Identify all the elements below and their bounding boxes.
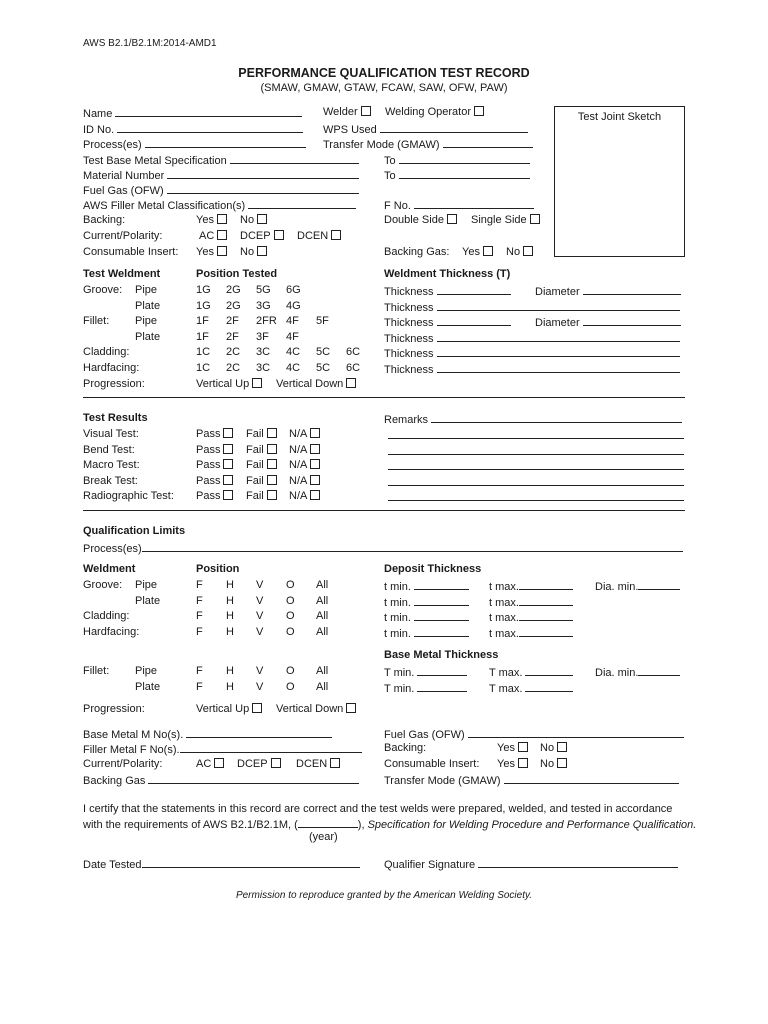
position-option[interactable]: F (196, 610, 203, 622)
progression-vertical-down[interactable]: Vertical Down (276, 378, 356, 391)
remarks-line (388, 490, 684, 505)
thickness-row: Thickness (384, 346, 680, 361)
checkbox[interactable] (361, 106, 371, 116)
t-max-field[interactable] (519, 626, 573, 637)
position-option[interactable]: All (316, 595, 329, 607)
limits-backing-yes[interactable]: Yes (497, 742, 528, 755)
position-code[interactable]: 2C (226, 362, 241, 374)
dia-min-row: Dia. min. (595, 665, 680, 680)
weldment-thickness-heading: Weldment Thickness (T) (384, 268, 511, 280)
test-label: Macro Test: (83, 459, 140, 471)
to-field[interactable] (399, 168, 530, 179)
thickness-field[interactable] (437, 284, 511, 295)
groove-label: Groove: (83, 284, 123, 296)
T-max-row: T max. (489, 665, 573, 680)
backing-gas-no[interactable]: No (506, 246, 533, 259)
remarks-field[interactable] (388, 444, 684, 455)
backing-label: Backing: (83, 214, 126, 226)
position-code[interactable]: 1G (196, 284, 211, 296)
fillet-pipe-label: Pipe (135, 665, 158, 677)
checkbox[interactable] (214, 758, 224, 768)
test-base-metal-row: Test Base Metal Specification (83, 153, 359, 168)
thickness-row: Thickness (384, 315, 511, 330)
qualification-limits-heading: Qualification Limits (83, 525, 186, 537)
thickness-row: Thickness (384, 300, 680, 315)
processes-row: Process(es) (83, 137, 306, 152)
checkbox[interactable] (252, 378, 262, 388)
checkbox[interactable] (346, 378, 356, 388)
deposit-thickness-heading: Deposit Thickness (384, 563, 482, 575)
limits-polarity-ac[interactable]: AC (196, 758, 224, 771)
position-option[interactable]: All (316, 579, 329, 591)
checkbox[interactable] (557, 758, 567, 768)
fillet-label: Fillet: (83, 665, 110, 677)
pass-option[interactable]: Pass (196, 428, 233, 441)
position-code[interactable]: 4C (286, 362, 301, 374)
to-field[interactable] (399, 153, 530, 164)
position-option[interactable]: O (286, 681, 295, 693)
base-metal-thickness-heading: Base Metal Thickness (384, 649, 499, 661)
position-option[interactable]: F (196, 665, 203, 677)
position-option[interactable]: O (286, 595, 295, 607)
position-code[interactable]: 1G (196, 300, 211, 312)
processes-field[interactable] (145, 137, 306, 148)
filler-class-row: AWS Filler Metal Classification(s) (83, 198, 356, 213)
test-results-heading: Test Results (83, 412, 148, 424)
position-option[interactable]: F (196, 579, 203, 591)
position-code[interactable]: 4C (286, 346, 301, 358)
progression-vertical-up[interactable]: Vertical Up (196, 378, 262, 391)
position-code[interactable]: 5G (256, 284, 271, 296)
section-divider (83, 510, 685, 511)
checkbox[interactable] (331, 230, 341, 240)
remarks-field[interactable] (388, 459, 684, 470)
checkbox[interactable] (217, 214, 227, 224)
limits-processes-row: Process(es) (83, 541, 683, 556)
position-option[interactable]: O (286, 579, 295, 591)
hardfacing-label: Hardfacing: (83, 626, 140, 638)
T-max-field[interactable] (525, 681, 573, 692)
thickness-field[interactable] (437, 346, 680, 357)
remarks-line (388, 459, 684, 474)
position-option[interactable]: O (286, 665, 295, 677)
groove-plate-label: Plate (135, 300, 161, 312)
groove-plate-label: Plate (135, 595, 161, 607)
fail-option[interactable]: Fail (246, 459, 277, 472)
limits-insert-no[interactable]: No (540, 758, 567, 771)
thickness-field[interactable] (437, 331, 680, 342)
position-option[interactable]: V (256, 610, 264, 622)
position-option[interactable]: V (256, 595, 264, 607)
position-code[interactable]: 4F (286, 331, 299, 343)
t-max-field[interactable] (519, 610, 573, 621)
position-code[interactable]: 3F (256, 331, 269, 343)
T-min-row: T min. (384, 681, 467, 696)
t-max-row: t max. (489, 595, 573, 610)
filler-class-field[interactable] (248, 198, 356, 209)
position-option[interactable]: V (256, 626, 264, 638)
page-subtitle: (SMAW, GMAW, GTAW, FCAW, SAW, OFW, PAW) (260, 82, 508, 94)
section-divider (83, 397, 685, 398)
limits-backing-label: Backing: (384, 742, 427, 754)
fail-option[interactable]: Fail (246, 444, 277, 457)
fail-option[interactable]: Fail (246, 475, 277, 488)
position-code[interactable]: 2FR (256, 315, 277, 327)
position-option[interactable]: V (256, 681, 264, 693)
remarks-row: Remarks (384, 412, 682, 427)
thickness-row: Thickness (384, 331, 680, 346)
checkbox[interactable] (523, 246, 533, 256)
limits-backing-gas-field[interactable] (148, 773, 359, 784)
current-polarity-label: Current/Polarity: (83, 230, 163, 242)
checkbox[interactable] (310, 459, 320, 469)
t-min-field[interactable] (414, 595, 469, 606)
checkbox[interactable] (223, 444, 233, 454)
qualifier-signature-row: Qualifier Signature (384, 857, 678, 872)
base-metal-m-row: Base Metal M No(s). (83, 727, 332, 742)
position-code[interactable]: 5C (316, 362, 331, 374)
limits-insert-yes[interactable]: Yes (497, 758, 528, 771)
position-code[interactable]: 5F (316, 315, 329, 327)
position-code[interactable]: 3G (256, 300, 271, 312)
pass-option[interactable]: Pass (196, 459, 233, 472)
position-code[interactable]: 2C (226, 346, 241, 358)
t-min-row: t min. (384, 595, 469, 610)
test-base-metal-field[interactable] (230, 153, 359, 164)
checkbox[interactable] (223, 428, 233, 438)
double-side-option[interactable]: Double Side (384, 214, 457, 227)
checkbox[interactable] (274, 230, 284, 240)
insert-no[interactable]: No (240, 246, 267, 259)
limits-fuel-gas-row: Fuel Gas (OFW) (384, 727, 684, 742)
filler-metal-f-field[interactable] (180, 742, 362, 753)
position-option[interactable]: H (226, 626, 234, 638)
date-tested-row: Date Tested (83, 857, 360, 872)
position-code[interactable]: 1F (196, 331, 209, 343)
position-option[interactable]: O (286, 610, 295, 622)
diameter-field[interactable] (583, 315, 681, 326)
consumable-insert-label: Consumable Insert: (83, 246, 179, 258)
name-row: Name (83, 106, 302, 121)
t-min-row: t min. (384, 579, 469, 594)
remarks-line (388, 475, 684, 490)
position-option[interactable]: H (226, 665, 234, 677)
limits-progression-label: Progression: (83, 703, 145, 715)
fillet-plate-label: Plate (135, 681, 161, 693)
id-row: ID No. (83, 122, 303, 137)
position-code[interactable]: 1C (196, 362, 211, 374)
position-option[interactable]: V (256, 579, 264, 591)
checkbox[interactable] (518, 742, 528, 752)
checkbox[interactable] (310, 444, 320, 454)
limits-transfer-mode-row: Transfer Mode (GMAW) (384, 773, 679, 788)
name-field[interactable] (115, 106, 302, 117)
wps-used-row: WPS Used (323, 122, 528, 137)
checkbox[interactable] (518, 758, 528, 768)
transfer-mode-field[interactable] (443, 137, 533, 148)
sketch-label: Test Joint Sketch (577, 111, 662, 123)
limits-consumable-insert-label: Consumable Insert: (384, 758, 480, 770)
checkbox[interactable] (557, 742, 567, 752)
t-min-row: t min. (384, 626, 469, 641)
groove-label: Groove: (83, 579, 123, 591)
test-label: Radiographic Test: (83, 490, 174, 502)
to-row-2: To (384, 168, 530, 183)
test-joint-sketch-box[interactable] (554, 106, 685, 257)
insert-yes[interactable]: Yes (196, 246, 227, 259)
limits-fuel-gas-field[interactable] (468, 727, 684, 738)
qualifier-signature-field[interactable] (478, 857, 678, 868)
permission-footer: Permission to reproduce granted by the American Welding Society. (235, 890, 533, 901)
position-option[interactable]: O (286, 626, 295, 638)
base-metal-m-field[interactable] (186, 727, 332, 738)
cladding-label: Cladding: (83, 610, 130, 622)
position-option[interactable]: H (226, 610, 234, 622)
position-option[interactable]: H (226, 595, 234, 607)
position-option[interactable]: H (226, 579, 234, 591)
backing-gas-yes[interactable]: Yes (462, 246, 493, 259)
T-max-field[interactable] (525, 665, 573, 676)
certification-line-1: I certify that the statements in this record are correct and the test welds were prepared, welded, and tested in accordance (83, 803, 673, 815)
limits-current-polarity-label: Current/Polarity: (83, 758, 163, 770)
to-row-1: To (384, 153, 530, 168)
t-max-field[interactable] (519, 579, 573, 590)
f-no-field[interactable] (414, 198, 534, 209)
position-code[interactable]: 1F (196, 315, 209, 327)
wps-used-field[interactable] (380, 122, 528, 133)
checkbox[interactable] (310, 428, 320, 438)
backing-no[interactable]: No (240, 214, 267, 227)
polarity-ac[interactable]: AC (199, 230, 227, 243)
position-option[interactable]: All (316, 665, 329, 677)
weldment-heading: Weldment (83, 563, 136, 575)
t-max-row: t max. (489, 610, 573, 625)
t-max-field[interactable] (519, 595, 573, 606)
fillet-pipe-label: Pipe (135, 315, 158, 327)
limits-polarity-dcen[interactable]: DCEN (296, 758, 340, 771)
f-no-row: F No. (384, 198, 534, 213)
t-max-row: t max. (489, 626, 573, 641)
transfer-mode-row: Transfer Mode (GMAW) (323, 137, 533, 152)
checkbox[interactable] (267, 428, 277, 438)
thickness-row: Thickness (384, 362, 680, 377)
checkbox[interactable] (223, 490, 233, 500)
position-code[interactable]: 4G (286, 300, 301, 312)
checkbox[interactable] (223, 459, 233, 469)
checkbox[interactable] (346, 703, 356, 713)
na-option[interactable]: N/A (289, 475, 320, 488)
position-option[interactable]: All (316, 626, 329, 638)
backing-yes[interactable]: Yes (196, 214, 227, 227)
checkbox[interactable] (223, 475, 233, 485)
filler-metal-f-row: Filler Metal F No(s). (83, 742, 362, 757)
backing-gas-label: Backing Gas: (384, 246, 450, 258)
remarks-field[interactable] (388, 428, 684, 439)
checkbox[interactable] (252, 703, 262, 713)
T-min-field[interactable] (417, 665, 467, 676)
fuel-gas-field[interactable] (167, 183, 359, 194)
checkbox[interactable] (267, 444, 277, 454)
checkbox[interactable] (217, 246, 227, 256)
pass-option[interactable]: Pass (196, 490, 233, 503)
na-option[interactable]: N/A (289, 459, 320, 472)
position-option[interactable]: All (316, 681, 329, 693)
position-heading: Position (196, 563, 240, 575)
T-min-field[interactable] (417, 681, 467, 692)
checkbox[interactable] (267, 475, 277, 485)
checkbox[interactable] (217, 230, 227, 240)
thickness-row: Thickness (384, 284, 511, 299)
na-option[interactable]: N/A (289, 444, 320, 457)
position-code[interactable]: 3C (256, 346, 271, 358)
remarks-line (388, 428, 684, 443)
checkbox[interactable] (330, 758, 340, 768)
year-field[interactable] (298, 817, 358, 828)
checkbox[interactable] (267, 459, 277, 469)
checkbox[interactable] (310, 490, 320, 500)
t-min-field[interactable] (414, 579, 469, 590)
remarks-field[interactable] (388, 475, 684, 486)
position-option[interactable]: All (316, 610, 329, 622)
position-code[interactable]: 6G (286, 284, 301, 296)
groove-pipe-label: Pipe (135, 284, 158, 296)
test-label: Bend Test: (83, 444, 135, 456)
thickness-field[interactable] (437, 300, 680, 311)
limits-processes-field[interactable] (142, 541, 683, 552)
position-code[interactable]: 2G (226, 300, 241, 312)
limits-vertical-up[interactable]: Vertical Up (196, 703, 262, 716)
diameter-row: Diameter (535, 284, 681, 299)
limits-vertical-down[interactable]: Vertical Down (276, 703, 356, 716)
position-option[interactable]: F (196, 681, 203, 693)
fillet-label: Fillet: (83, 315, 110, 327)
certification-line-2: with the requirements of AWS B2.1/B2.1M, ( ), Specification for Welding Procedure and Performance Qualification. (83, 819, 697, 831)
position-code[interactable]: 2F (226, 331, 239, 343)
limits-polarity-dcep[interactable]: DCEP (237, 758, 281, 771)
remarks-field[interactable] (388, 490, 684, 501)
hardfacing-label: Hardfacing: (83, 362, 140, 374)
checkbox[interactable] (483, 246, 493, 256)
position-code[interactable]: 3C (256, 362, 271, 374)
fillet-plate-label: Plate (135, 331, 161, 343)
position-code[interactable]: 6C (346, 362, 361, 374)
date-tested-field[interactable] (142, 857, 360, 868)
limits-transfer-mode-field[interactable] (504, 773, 679, 784)
position-option[interactable]: H (226, 681, 234, 693)
thickness-field[interactable] (437, 315, 511, 326)
position-option[interactable]: F (196, 626, 203, 638)
test-label: Visual Test: (83, 428, 139, 440)
page-title: PERFORMANCE QUALIFICATION TEST RECORD (238, 66, 530, 80)
test-label: Break Test: (83, 475, 138, 487)
T-min-row: T min. (384, 665, 467, 680)
checkbox[interactable] (267, 490, 277, 500)
limits-backing-gas-row: Backing Gas (83, 773, 359, 788)
t-min-row: t min. (384, 610, 469, 625)
na-option[interactable]: N/A (289, 428, 320, 441)
groove-pipe-label: Pipe (135, 579, 158, 591)
material-number-row: Material Number (83, 168, 359, 183)
material-number-field[interactable] (167, 168, 359, 179)
pass-option[interactable]: Pass (196, 475, 233, 488)
T-max-row: T max. (489, 681, 573, 696)
test-weldment-heading: Test Weldment (83, 268, 161, 280)
remarks-field[interactable] (431, 412, 682, 423)
fail-option[interactable]: Fail (246, 428, 277, 441)
position-tested-heading: Position Tested (196, 268, 278, 280)
checkbox[interactable] (257, 246, 267, 256)
limits-backing-no[interactable]: No (540, 742, 567, 755)
diameter-field[interactable] (583, 284, 681, 295)
polarity-dcep[interactable]: DCEP (240, 230, 284, 243)
checkbox[interactable] (310, 475, 320, 485)
diameter-row: Diameter (535, 315, 681, 330)
year-caption: (year) (309, 831, 338, 843)
checkbox[interactable] (530, 214, 540, 224)
dia-min-field[interactable] (638, 665, 680, 676)
position-option[interactable]: V (256, 665, 264, 677)
cladding-label: Cladding: (83, 346, 130, 358)
dia-min-field[interactable] (638, 579, 680, 590)
document-id: AWS B2.1/B2.1M:2014-AMD1 (83, 38, 217, 49)
dia-min-row: Dia. min. (595, 579, 680, 594)
welder-option[interactable]: Welder (323, 106, 371, 119)
fuel-gas-row: Fuel Gas (OFW) (83, 183, 359, 198)
checkbox[interactable] (474, 106, 484, 116)
single-side-option[interactable]: Single Side (471, 214, 540, 227)
t-min-field[interactable] (414, 626, 469, 637)
id-field[interactable] (117, 122, 303, 133)
position-option[interactable]: F (196, 595, 203, 607)
fail-option[interactable]: Fail (246, 490, 277, 503)
polarity-dcen[interactable]: DCEN (297, 230, 341, 243)
checkbox[interactable] (271, 758, 281, 768)
welding-operator-option[interactable]: Welding Operator (385, 106, 484, 119)
position-code[interactable]: 6C (346, 346, 361, 358)
thickness-field[interactable] (437, 362, 680, 373)
na-option[interactable]: N/A (289, 490, 320, 503)
t-max-row: t max. (489, 579, 573, 594)
progression-label: Progression: (83, 378, 145, 390)
remarks-line (388, 444, 684, 459)
pass-option[interactable]: Pass (196, 444, 233, 457)
checkbox[interactable] (447, 214, 457, 224)
position-code[interactable]: 4F (286, 315, 299, 327)
position-code[interactable]: 5C (316, 346, 331, 358)
position-code[interactable]: 2G (226, 284, 241, 296)
position-code[interactable]: 2F (226, 315, 239, 327)
position-code[interactable]: 1C (196, 346, 211, 358)
checkbox[interactable] (257, 214, 267, 224)
t-min-field[interactable] (414, 610, 469, 621)
